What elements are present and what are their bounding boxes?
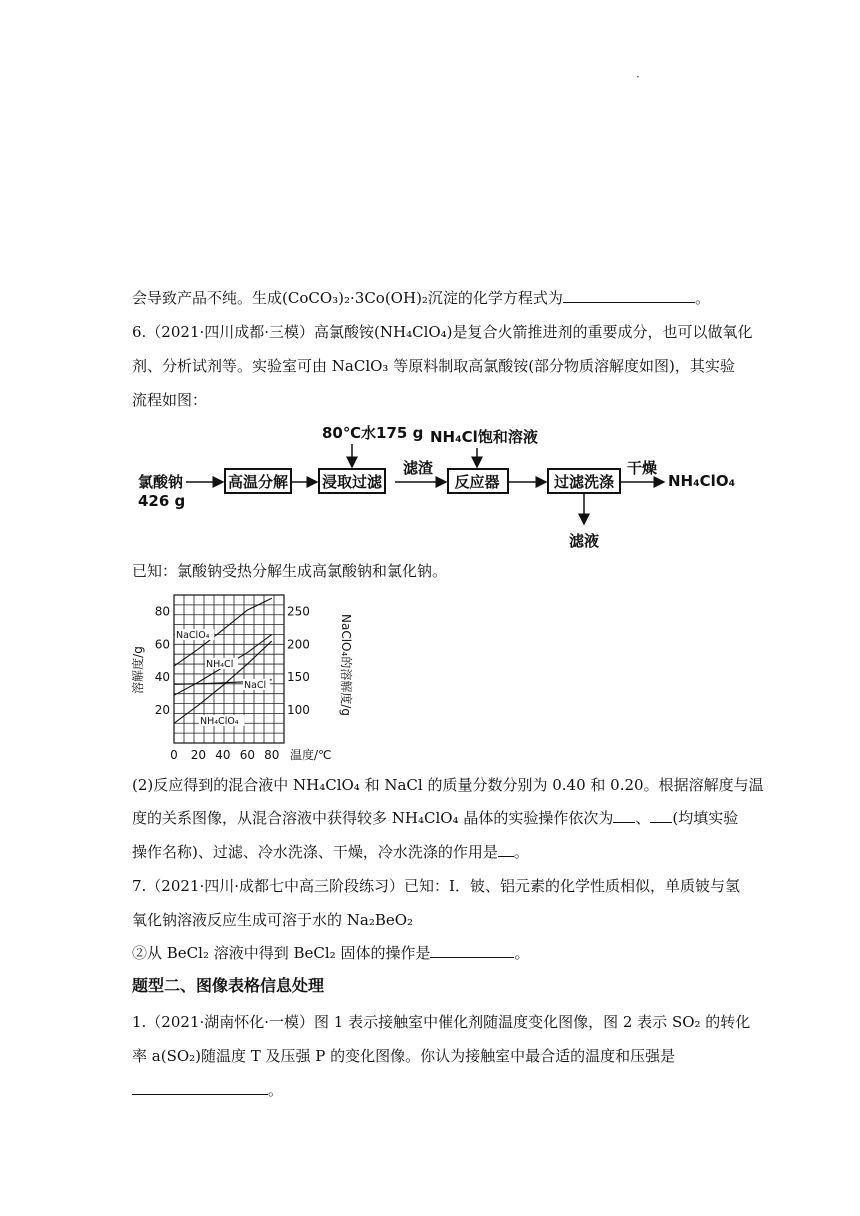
y-right-tick-label: 150 <box>287 670 310 685</box>
flow-box-label: 反应器 <box>454 473 500 491</box>
x-tick-label: 0 <box>170 748 178 762</box>
text: 。 <box>513 843 529 861</box>
answer-blank[interactable] <box>650 808 672 823</box>
y-left-tick-label: 40 <box>154 670 170 685</box>
known-line: 已知：氯酸钠受热分解生成高氯酸钠和氯化钠。 <box>132 562 448 580</box>
y-left-tick-label: 60 <box>154 637 170 652</box>
flow-start-label: 氯酸钠 <box>138 473 184 491</box>
question-7-line: 氧化钠溶液反应生成可溶于水的 Na₂BeO₂ <box>132 911 414 929</box>
series-label: NaCl <box>244 680 267 691</box>
answer-blank[interactable] <box>132 1080 268 1095</box>
answer-blank[interactable] <box>613 808 635 823</box>
flow-product: NH₄ClO₄ <box>668 472 736 490</box>
flow-filtrate: 滤液 <box>568 532 600 550</box>
series-label: NaClO₄ <box>176 630 210 641</box>
question-6-line: 剂、分析试剂等。实验室可由 NaClO₃ 等原料制取高氯酸铵(部分物质溶解度如图)，其实验 <box>132 357 735 375</box>
question-1-line <box>132 1080 742 1100</box>
x-tick-label: 60 <box>239 748 255 762</box>
flow-box-label: 浸取过滤 <box>321 473 383 491</box>
y-right-axis-label: NaClO₄的溶解度/g <box>339 614 353 716</box>
question-7-line <box>132 943 742 963</box>
y-left-tick-label: 20 <box>154 703 170 718</box>
flow-start-mass: 426 g <box>138 492 186 510</box>
question-6-line: 流程如图： <box>132 391 208 409</box>
question-6-2-line <box>132 808 742 828</box>
x-axis-label: 温度/℃ <box>290 748 332 762</box>
question-6-2-line <box>132 842 742 862</box>
text: 、 <box>635 809 651 827</box>
text: 。 <box>514 944 530 962</box>
y-right-tick-label: 100 <box>287 703 310 718</box>
section-heading: 题型二、图像表格信息处理 <box>132 976 325 995</box>
text: 操作名称)、过滤、冷水洗涤、干燥，冷水洗涤的作用是 <box>132 843 498 861</box>
y-left-tick-label: 80 <box>154 604 170 619</box>
x-tick-label: 40 <box>215 748 231 762</box>
flow-box-label: 过滤洗涤 <box>553 473 615 491</box>
question-7-line: 7.（2021·四川·成都七中高三阶段练习）已知：I．铍、铝元素的化学性质相似，单质铍与氢 <box>132 877 740 895</box>
x-tick-label: 80 <box>264 748 280 762</box>
question-6-2-line: (2)反应得到的混合液中 NH₄ClO₄ 和 NaCl 的质量分数分别为 0.40 和 0.20。根据溶解度与温 <box>132 776 764 794</box>
flow-arrow-label: 滤渣 <box>402 459 434 477</box>
text: 。 <box>694 289 710 307</box>
flow-input-water: 80℃水175 g <box>322 424 424 442</box>
question-1-line: 1.（2021·湖南怀化·一模）图 1 表示接触室中催化剂随温度变化图像，图 2 表示 SO₂ 的转化 <box>132 1013 751 1031</box>
y-right-tick-label: 200 <box>287 637 310 652</box>
text: 会导致产品不纯。生成(CoCO₃)₂·3Co(OH)₂沉淀的化学方程式为 <box>132 289 563 307</box>
flow-input-nh4cl: NH₄Cl饱和溶液 <box>430 428 538 446</box>
text: ②从 BeCl₂ 溶液中得到 BeCl₂ 固体的操作是 <box>132 944 431 962</box>
process-flow-diagram <box>0 0 860 560</box>
question-1-line: 率 a(SO₂)随温度 T 及压强 P 的变化图像。你认为接触室中最合适的温度和压强是 <box>132 1047 676 1065</box>
solubility-chart <box>130 590 360 770</box>
series-label: NH₄ClO₄ <box>200 716 239 727</box>
x-tick-label: 20 <box>190 748 207 762</box>
flow-box-label: 高温分解 <box>227 473 289 491</box>
answer-blank[interactable] <box>498 842 514 857</box>
y-left-axis-label: 溶解度/g <box>131 646 145 694</box>
corner-mark: · <box>636 70 640 84</box>
text: (均填实验 <box>672 809 739 827</box>
answer-blank[interactable] <box>430 943 514 958</box>
text: 。 <box>268 1081 284 1099</box>
series-label: NH₄Cl <box>206 659 234 670</box>
y-right-tick-label: 250 <box>287 604 310 619</box>
flow-arrow-label: 干燥 <box>626 459 658 477</box>
text: 度的关系图像，从混合溶液中获得较多 NH₄ClO₄ 晶体的实验操作依次为 <box>132 809 614 827</box>
question-6-line: 6.（2021·四川成都·三模）高氯酸铵(NH₄ClO₄)是复合火箭推进剂的重要成分，也可以做氧化 <box>132 323 753 341</box>
